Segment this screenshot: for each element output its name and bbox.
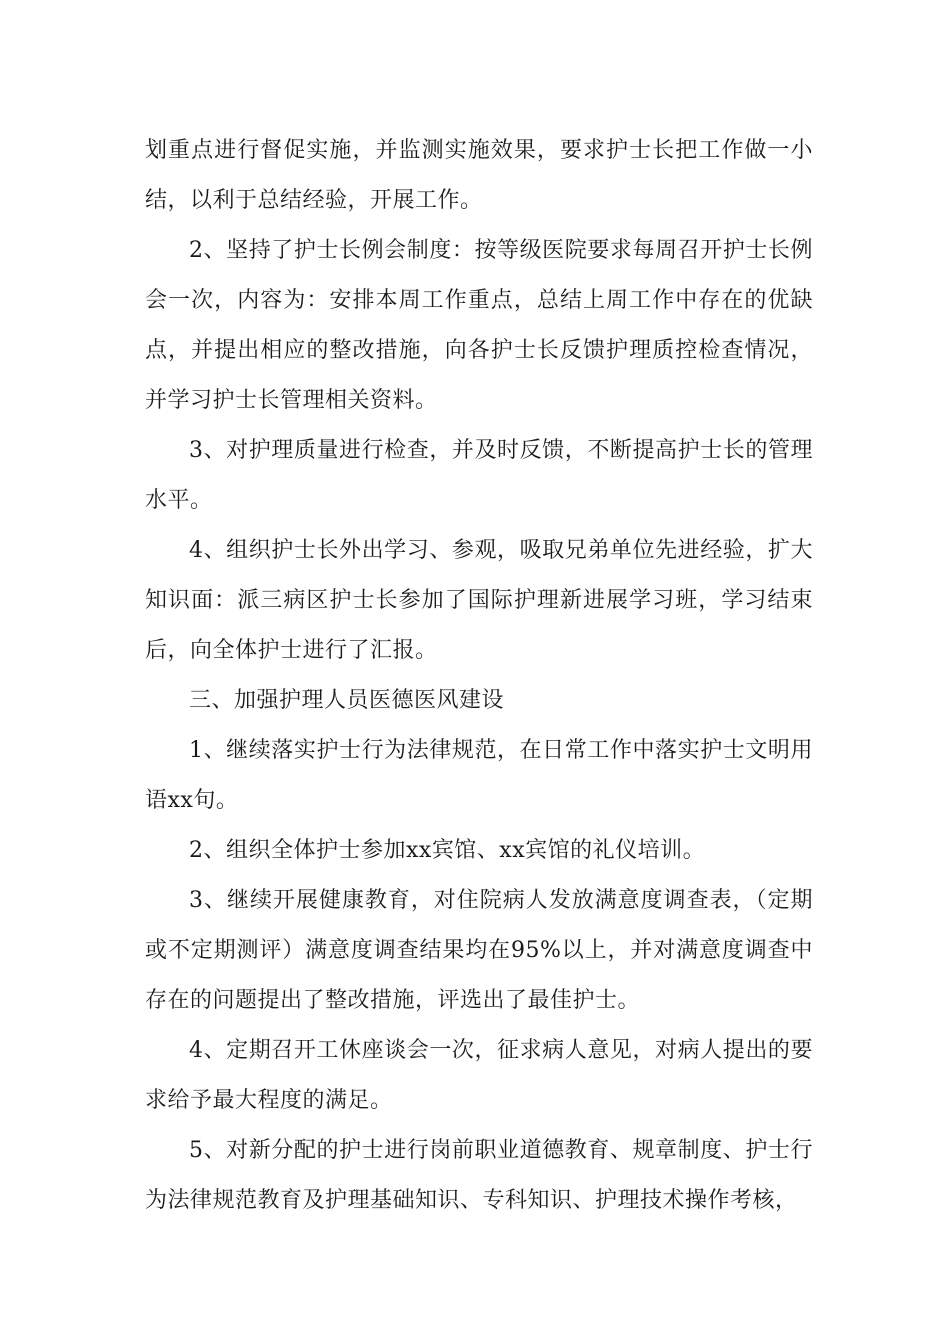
paragraph-ethics-item-4: 4、定期召开工休座谈会一次，征求病人意见，对病人提出的要求给予最大程度的满足。	[145, 1038, 813, 1113]
document-body	[145, 126, 813, 1226]
paragraph-ethics-item-2: 2、组织全体护士参加xx宾馆、xx宾馆的礼仪培训。	[189, 838, 706, 863]
paragraph-continuation: 划重点进行督促实施，并监测实施效果，要求护士长把工作做一小结，以利于总结经验，开展工作。	[145, 138, 813, 213]
section-heading-ethics: 三、加强护理人员医德医风建设	[189, 688, 505, 713]
paragraph-ethics-item-3: 3、继续开展健康教育，对住院病人发放满意度调查表，（定期或不定期测评）满意度调查结果均在95%以上，并对满意度调查中存在的问题提出了整改措施，评选出了最佳护士。	[145, 888, 813, 1013]
paragraph-item-3-quality: 3、对护理质量进行检查，并及时反馈，不断提高护士长的管理水平。	[145, 438, 813, 513]
paragraph-ethics-item-5: 5、对新分配的护士进行岗前职业道德教育、规章制度、护士行为法律规范教育及护理基础知识、专科知识、护理技术操作考核，	[145, 1138, 813, 1213]
paragraph-item-2-meetings: 2、坚持了护士长例会制度：按等级医院要求每周召开护士长例会一次，内容为：安排本周工作重点，总结上周工作中存在的优缺点，并提出相应的整改措施，向各护士长反馈护理质控检查情况，并学习护士长管理相关资料。	[145, 238, 813, 413]
paragraph-ethics-item-1: 1、继续落实护士行为法律规范，在日常工作中落实护士文明用语xx句。	[145, 738, 813, 813]
paragraph-item-4-learning: 4、组织护士长外出学习、参观，吸取兄弟单位先进经验，扩大知识面：派三病区护士长参加了国际护理新进展学习班，学习结束后，向全体护士进行了汇报。	[145, 538, 813, 663]
